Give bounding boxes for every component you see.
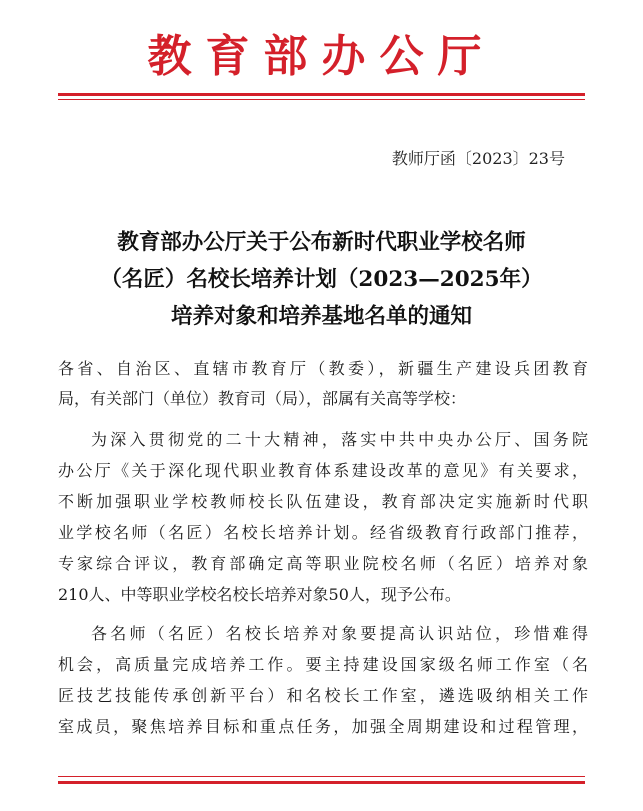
document-number: 教师厅函〔2023〕23号 bbox=[391, 149, 565, 168]
paragraph-line: 匠技艺技能传承创新平台）和名校长工作室，遴选吸纳相关工作 bbox=[58, 686, 588, 705]
paragraph-line: 室成员，聚焦培养目标和重点任务，加强全周期建设和过程管理， bbox=[58, 717, 588, 736]
paragraph-line: 办公厅《关于深化现代职业教育体系建设改革的意见》有关要求， bbox=[58, 461, 588, 480]
paragraph-line: 各名师（名匠）名校长培养对象要提高认识站位，珍惜难得 bbox=[91, 624, 588, 643]
title-line: （名匠）名校长培养计划（2023—2025年） bbox=[100, 267, 543, 292]
footer-rule-thick bbox=[58, 781, 585, 784]
header-rule-thin bbox=[58, 99, 585, 100]
salutation-line: 各省、自治区、直辖市教育厅（教委），新疆生产建设兵团教育 bbox=[58, 359, 588, 378]
document-title bbox=[55, 224, 588, 335]
salutation bbox=[58, 354, 588, 414]
document-header-title: 教育部办公厅 bbox=[147, 31, 496, 82]
footer-rule-thin bbox=[58, 776, 585, 777]
paragraph-line: 为深入贯彻党的二十大精神，落实中共中央办公厅、国务院 bbox=[91, 430, 588, 449]
paragraph-2 bbox=[58, 618, 588, 742]
paragraph-line: 不断加强职业学校教师校长队伍建设，教育部决定实施新时代职 bbox=[58, 492, 588, 511]
title-line: 培养对象和培养基地名单的通知 bbox=[170, 304, 472, 329]
paragraph-line: 机会，高质量完成培养工作。要主持建设国家级名师工作室（名 bbox=[58, 655, 588, 674]
header-rule-thick bbox=[58, 93, 585, 96]
paragraph-1 bbox=[58, 424, 588, 610]
paragraph-line: 专家综合评议，教育部确定高等职业院校名师（名匠）培养对象 bbox=[58, 554, 588, 573]
title-line: 教育部办公厅关于公布新时代职业学校名师 bbox=[117, 230, 526, 255]
paragraph-line: 业学校名师（名匠）名校长培养计划。经省级教育行政部门推荐， bbox=[58, 523, 588, 542]
paragraph-line: 210人、中等职业学校名校长培养对象50人，现予公布。 bbox=[58, 585, 461, 604]
salutation-line: 局，有关部门（单位）教育司（局），部属有关高等学校： bbox=[58, 389, 467, 408]
